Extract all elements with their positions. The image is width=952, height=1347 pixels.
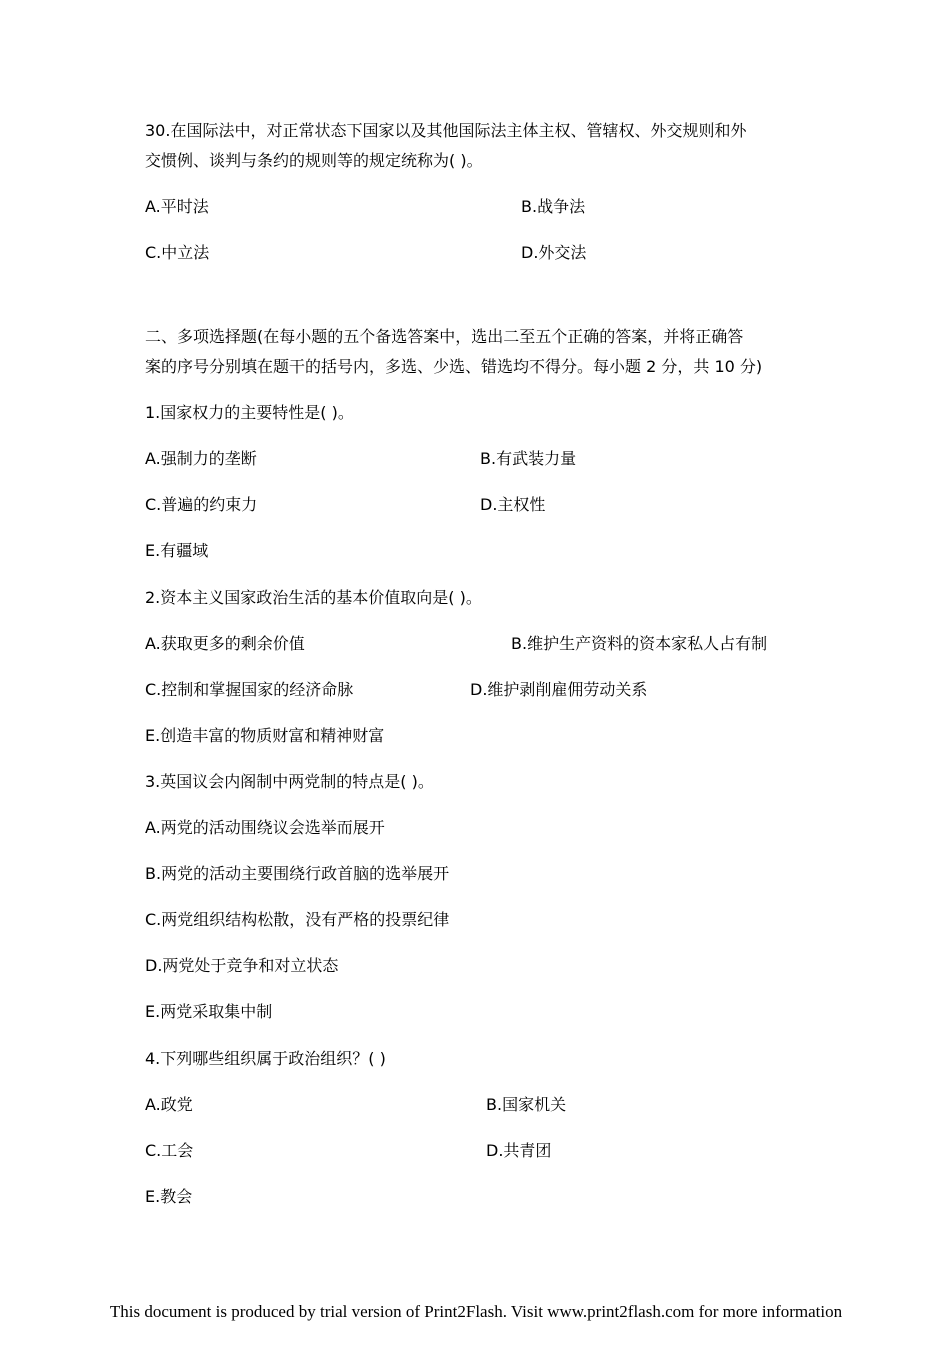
q30-option-c: C.中立法 — [145, 243, 210, 262]
q3-option-c: C.两党组织结构松散，没有严格的投票纪律 — [145, 910, 450, 929]
section2-heading-line2: 案的序号分别填在题干的括号内，多选、少选、错选均不得分。每小题 2 分，共 10 分) — [145, 357, 763, 376]
q30-option-a: A.平时法 — [145, 197, 209, 216]
q1-option-d: D.主权性 — [480, 495, 546, 514]
q30-option-d: D.外交法 — [521, 243, 587, 262]
q2-option-a: A.获取更多的剩余价值 — [145, 634, 305, 653]
q3-option-e: E.两党采取集中制 — [145, 1002, 273, 1021]
trial-watermark: This document is produced by trial version of Print2Flash. Visit www.print2flash.com for more information — [109, 1302, 843, 1321]
section2-heading-line1: 二、多项选择题(在每小题的五个备选答案中，选出二至五个正确的答案，并将正确答 — [145, 327, 744, 346]
q1-option-e: E.有疆域 — [145, 541, 209, 560]
q2-option-e: E.创造丰富的物质财富和精神财富 — [145, 726, 385, 745]
q1-option-a: A.强制力的垄断 — [145, 449, 257, 468]
q1-option-b: B.有武装力量 — [480, 449, 577, 468]
q2-option-b: B.维护生产资料的资本家私人占有制 — [511, 634, 768, 653]
q2-option-d: D.维护剥削雇佣劳动关系 — [470, 680, 648, 699]
q2-option-c: C.控制和掌握国家的经济命脉 — [145, 680, 354, 699]
q30-stem-line2: 交惯例、谈判与条约的规则等的规定统称为( )。 — [145, 151, 483, 170]
q1-option-c: C.普遍的约束力 — [145, 495, 258, 514]
q4-option-e: E.教会 — [145, 1187, 193, 1206]
q3-option-a: A.两党的活动围绕议会选举而展开 — [145, 818, 385, 837]
q4-option-b: B.国家机关 — [486, 1095, 567, 1114]
q3-option-b: B.两党的活动主要围绕行政首脑的选举展开 — [145, 864, 450, 883]
q4-option-a: A.政党 — [145, 1095, 193, 1114]
q3-option-d: D.两党处于竞争和对立状态 — [145, 956, 339, 975]
q3-stem: 3.英国议会内阁制中两党制的特点是( )。 — [145, 772, 434, 791]
q1-stem: 1.国家权力的主要特性是( )。 — [145, 403, 354, 422]
q4-option-c: C.工会 — [145, 1141, 194, 1160]
q30-option-b: B.战争法 — [521, 197, 586, 216]
q4-stem: 4.下列哪些组织属于政治组织？( ) — [145, 1049, 386, 1068]
q30-stem-line1: 30.在国际法中，对正常状态下国家以及其他国际法主体主权、管辖权、外交规则和外 — [145, 121, 747, 140]
q2-stem: 2.资本主义国家政治生活的基本价值取向是( )。 — [145, 588, 482, 607]
q4-option-d: D.共青团 — [486, 1141, 552, 1160]
